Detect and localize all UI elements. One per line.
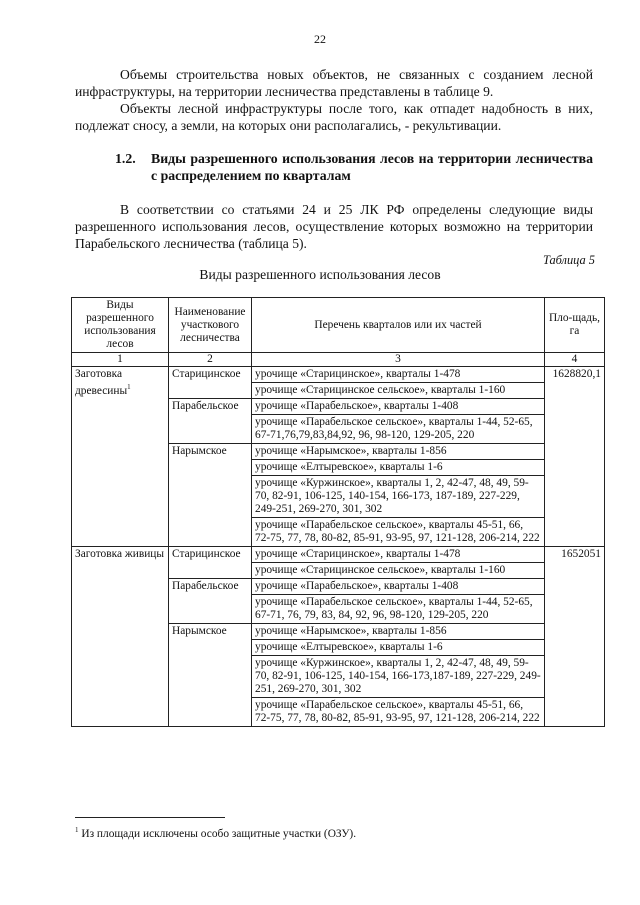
column-number: 1: [72, 353, 169, 367]
header-forestry-name: Наименование участкового лесничества: [169, 298, 252, 353]
header-area: Пло-щадь, га: [545, 298, 605, 353]
column-number: 4: [545, 353, 605, 367]
quarters-cell: урочище «Елтыревское», кварталы 1-6: [252, 460, 545, 476]
table-header-row: [72, 298, 605, 353]
footnote-divider: [75, 817, 225, 818]
forestry-cell: Старицинское: [169, 547, 252, 579]
paragraph-permitted-uses: В соответствии со статьями 24 и 25 ЛК РФ определены следующие виды разрешенного использования лесов, осуществление которых возможно на территории Парабельского лесничества (таблица 5).: [75, 202, 593, 251]
quarters-cell: урочище «Парабельское сельское», кварталы 45-51, 66, 72-75, 77, 78, 80-82, 85-91, 93-95, 97, 121-128, 206-214, 222: [252, 698, 545, 727]
quarters-cell: урочище «Старицинское», кварталы 1-478: [252, 367, 545, 383]
footnote-mark: 1: [75, 826, 79, 834]
table-title: Виды разрешенного использования лесов: [199, 267, 441, 282]
column-number: 2: [169, 353, 252, 367]
quarters-cell: урочище «Старицинское сельское», кварталы 1-160: [252, 383, 545, 399]
quarters-cell: урочище «Парабельское сельское», кварталы 45-51, 66, 72-75, 77, 78, 80-82, 85-91, 93-95, 97, 121-128, 206-214, 222: [252, 518, 545, 547]
table-label: Таблица 5: [543, 253, 595, 267]
paragraph-construction-volumes: Объемы строительства новых объектов, не связанных с созданием лесной инфраструктуры, на территории лесничества представлены в таблице 9.: [75, 67, 593, 99]
forestry-cell: Старицинское: [169, 367, 252, 399]
page-number: 22: [314, 32, 326, 46]
quarters-cell: урочище «Парабельское сельское», кварталы 1-44, 52-65, 67-71, 76, 79, 83, 84, 92, 96, 98-120, 129-205, 220: [252, 595, 545, 624]
quarters-cell: урочище «Куржинское», кварталы 1, 2, 42-47, 48, 49, 59-70, 82-91, 106-125, 140-154, 166-173, 187-189, 227-229, 249-251, 269-270, 301, 302: [252, 476, 545, 518]
quarters-cell: урочище «Куржинское», кварталы 1, 2, 42-47, 48, 49, 59-70, 82-91, 106-125, 140-154, 166-173,187-189, 227-229, 249-251, 269-270, 301, 302: [252, 656, 545, 698]
forestry-cell: Парабельское: [169, 579, 252, 624]
table-row: [72, 547, 605, 563]
quarters-cell: урочище «Старицинское сельское», кварталы 1-160: [252, 563, 545, 579]
table-column-numbers-row: [72, 353, 605, 367]
forestry-cell: Нарымское: [169, 624, 252, 727]
forestry-cell: Нарымское: [169, 444, 252, 547]
section-title: Виды разрешенного использования лесов на территории лесничества с распределением по кварталам: [151, 151, 593, 183]
footnote: [75, 826, 356, 840]
permitted-uses-table: [71, 297, 605, 727]
quarters-cell: урочище «Парабельское», кварталы 1-408: [252, 579, 545, 595]
forestry-cell: Парабельское: [169, 399, 252, 444]
paragraph-infrastructure-demolition: Объекты лесной инфраструктуры после того, как отпадет надобность в них, подлежат сносу, а земли, на которых они располагались, - рекультивации.: [75, 101, 593, 133]
area-cell: 1652051: [545, 547, 605, 727]
use-type-cell: [72, 547, 169, 727]
quarters-cell: урочище «Нарымское», кварталы 1-856: [252, 624, 545, 640]
footnote-mark: 1: [127, 383, 131, 391]
use-type-label: Заготовка живицы: [75, 548, 165, 560]
quarters-cell: урочище «Старицинское», кварталы 1-478: [252, 547, 545, 563]
quarters-cell: урочище «Елтыревское», кварталы 1-6: [252, 640, 545, 656]
section-number: 1.2.: [115, 151, 136, 166]
use-type-cell: [72, 367, 169, 547]
area-cell: 1628820,1: [545, 367, 605, 547]
header-quarters-list: Перечень кварталов или их частей: [252, 298, 545, 353]
quarters-cell: урочище «Парабельское сельское», кварталы 1-44, 52-65, 67-71,76,79,83,84,92, 96, 98-120, 129-205, 220: [252, 415, 545, 444]
header-use-type: Виды разрешенного использования лесов: [72, 298, 169, 353]
column-number: 3: [252, 353, 545, 367]
quarters-cell: урочище «Нарымское», кварталы 1-856: [252, 444, 545, 460]
section-heading: [115, 150, 593, 184]
footnote-text: Из площади исключены особо защитные участки (ОЗУ).: [81, 827, 357, 840]
table-row: [72, 367, 605, 383]
quarters-cell: урочище «Парабельское», кварталы 1-408: [252, 399, 545, 415]
use-type-label: Заготовка древесины: [75, 368, 128, 397]
